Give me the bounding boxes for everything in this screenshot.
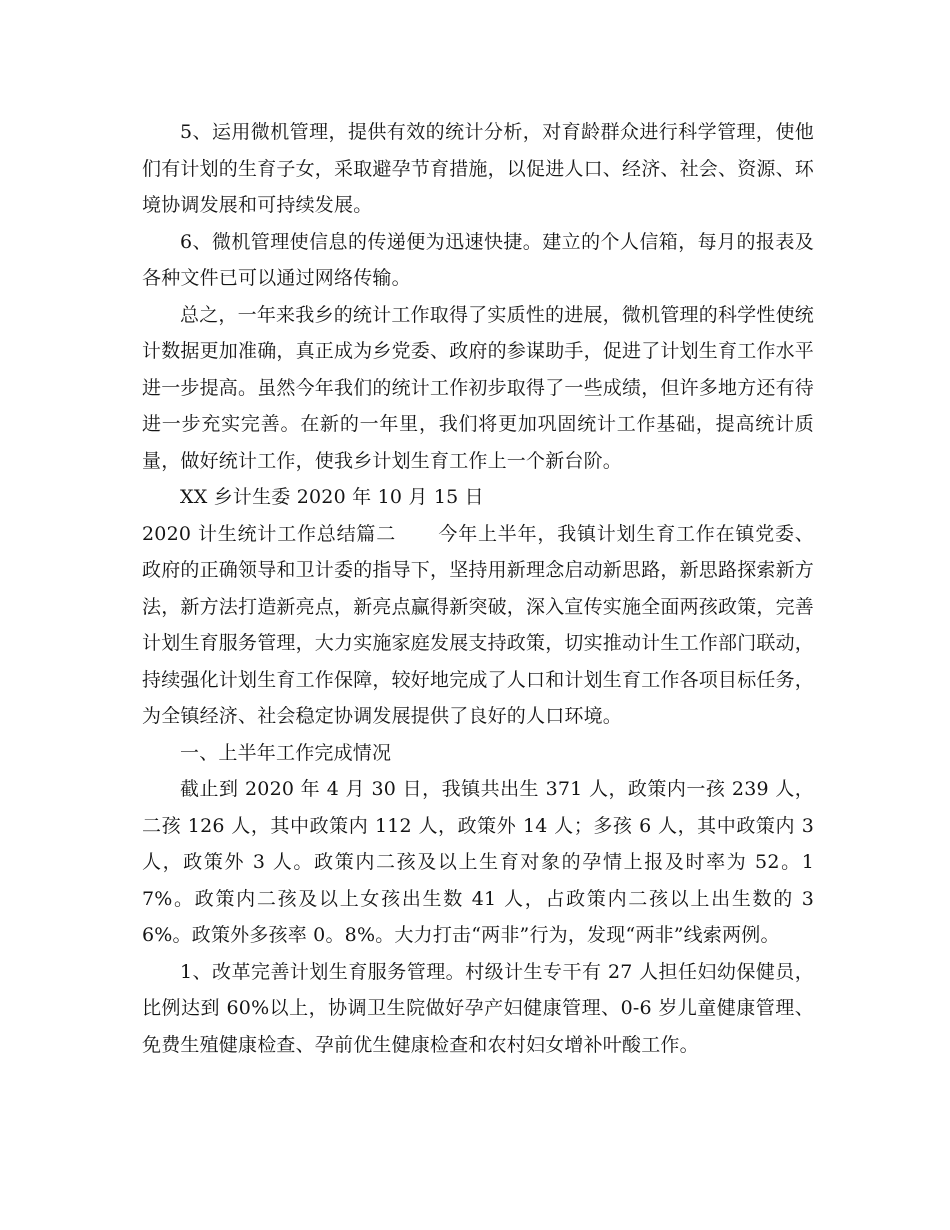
signature-line: XX 乡计生委 2020 年 10 月 15 日 (180, 486, 484, 508)
paragraph-item-1: 1、改革完善计划生育服务管理。村级计生专干有 27 人担任妇幼保健员，比例达到 60%以上，协调卫生院做好孕产妇健康管理、0-6 岁儿童健康管理、免费生殖健康检查、孕前优生健康检查和农村妇女增补叶酸工作。 (142, 960, 814, 1056)
section-heading: 2020 计生统计工作总结篇二 (142, 522, 396, 545)
paragraph-summary: 总之，一年来我乡的统计工作取得了实质性的进展，微机管理的科学性使统计数据更加准确，真正成为乡党委、政府的参谋助手，促进了计划生育工作水平进一步提高。虽然今年我们的统计工作初步取得了一些成绩，但许多地方还有待进一步充实完善。在新的一年里，我们将更加巩固统计工作基础，提高统计质量，做好统计工作，使我乡计划生育工作上一个新台阶。 (142, 303, 815, 472)
paragraph-item-6: 6、微机管理使信息的传递便为迅速快捷。建立的个人信箱，每月的报表及各种文件已可以通过网络传输。 (142, 230, 814, 289)
subsection-heading: 一、上半年工作完成情况 (180, 741, 392, 764)
paragraph-item-5: 5、运用微机管理，提供有效的统计分析，对育龄群众进行科学管理，使他们有计划的生育子女，采取避孕节育措施，以促进人口、经济、社会、资源、环境协调发展和可持续发展。 (142, 121, 815, 216)
statistics-paragraph: 截止到 2020 年 4 月 30 日，我镇共出生 371 人，政策内一孩 239 人，二孩 126 人，其中政策内 112 人，政策外 14 人；多孩 6 人，其中政策内 3 人，政策外 3 人。政策内二孩及以上生育对象的孕情上报及时率为 52。17%。政策内二孩及以上女孩出生数 41 人，占政策内二孩以上出生数的 36%。政策外多孩率 0。8%。大力打击“两非”行为，发现“两非”线索两例。 (142, 778, 814, 946)
section-paragraph (142, 516, 814, 735)
section-intro: 今年上半年，我镇计划生育工作在镇党委、政府的正确领导和卫计委的指导下，坚持用新理念启动新思路，新思路探索新方法，新方法打造新亮点，新亮点赢得新突破，深入宣传实施全面两孩政策，完善计划生育服务管理，大力实施家庭发展支持政策，切实推动计生工作部门联动，持续强化计划生育工作保障，较好地完成了人口和计划生育工作各项目标任务，为全镇经济、社会稳定协调发展提供了良好的人口环境。 (142, 522, 815, 727)
document-body (142, 114, 814, 1063)
